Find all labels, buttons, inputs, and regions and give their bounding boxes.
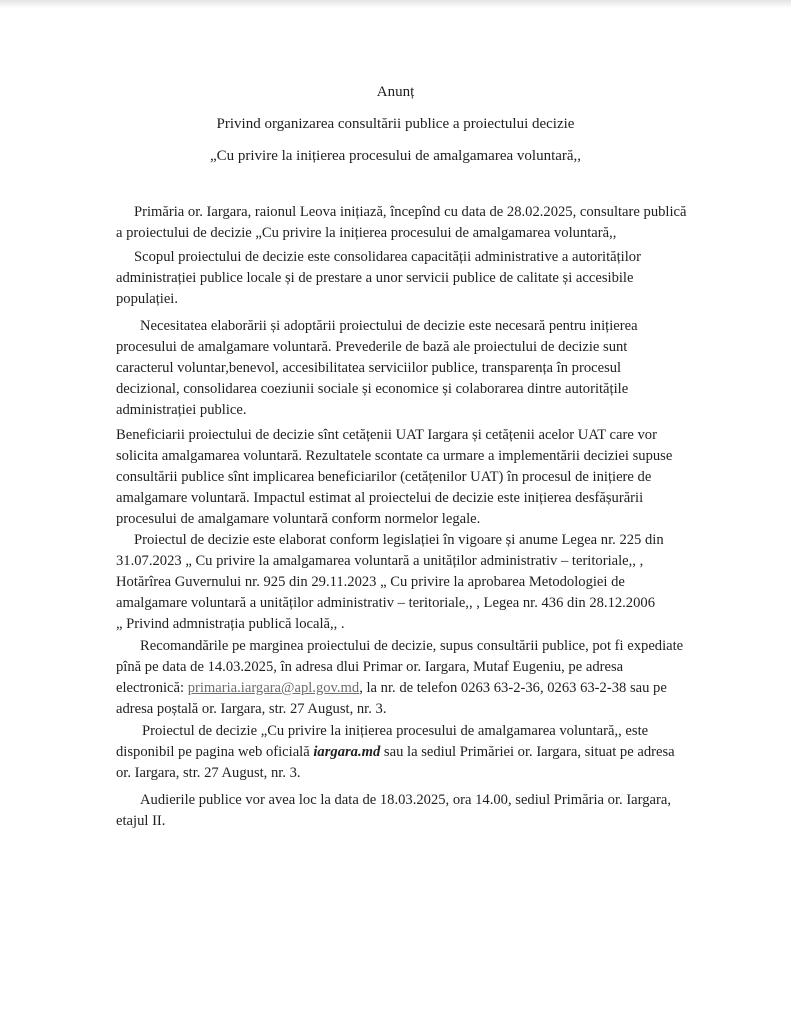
paragraph-beneficiaries (116, 425, 756, 530)
paragraph-scope (116, 247, 756, 310)
document-subtitle: Privind organizarea consultării publice a proiectului decizie (216, 116, 575, 132)
paragraph-line: „ Privind admnistrația publică locală,, . (116, 616, 345, 632)
paragraph-line: consultării publice sînt implicarea beneficiarilor (cetățenilor UAT) în procesul de inițiere de (116, 469, 652, 485)
project-title: „Cu privire la inițierea procesului de amalgamarea voluntară,, (209, 148, 582, 164)
paragraph-initiation (116, 202, 756, 244)
email-prefix: electronică: (116, 680, 188, 696)
paragraph-line: Necesitatea elaborării și adoptării proiectului de decizie este necesară pentru inițierea (140, 318, 638, 334)
paragraph-line: adresa poștală or. Iargara, str. 27 August, nr. 3. (116, 701, 387, 717)
paragraph-line (116, 742, 756, 763)
document-title: Anunț (376, 84, 415, 100)
paragraph-line: Audierile publice vor avea loc la data de 18.03.2025, ora 14.00, sediul Primăria or. Iargara, (140, 792, 672, 808)
paragraph-line: procesului de amalgamare voluntară conform normelor legale. (116, 511, 481, 527)
paragraph-line (116, 678, 756, 699)
paragraph-line: procesului de amalgamare voluntară. Prevederile de bază ale proiectului de decizie sunt (116, 339, 628, 355)
paragraph-availability (116, 721, 756, 784)
paragraph-line: Hotărîrea Guvernului nr. 925 din 29.11.2023 „ Cu privire la aprobarea Metodologiei de (116, 574, 625, 590)
paragraph-line: Scopul proiectului de decizie este consolidarea capacității administrative a autorităților (134, 249, 641, 265)
paragraph-line: caracterul voluntar,benevol, accesibilitatea serviciilor publice, transparența în procesul (116, 360, 622, 376)
email-link[interactable]: primaria.iargara@apl.gov.md (187, 680, 360, 696)
paragraph-line: amalgamare voluntară a unităților administrativ – teritoriale,, , Legea nr. 436 din 28.12.2006 (116, 595, 655, 611)
paragraph-line: 31.07.2023 „ Cu privire la amalgamarea voluntară a unităților administrativ – teritoriale,, , (116, 553, 644, 569)
paragraph-line: amalgamare voluntară. Impactul estimat al proiectelui de decizie este inițierea desfășurării (116, 490, 644, 506)
paragraph-hearings (116, 790, 756, 832)
paragraph-line: Proiectul de decizie „Cu privire la inițierea procesului de amalgamarea voluntară,, este (142, 723, 649, 739)
paragraph-line: Primăria or. Iargara, raionul Leova inițiază, începînd cu data de 28.02.2025, consultare publică (134, 204, 687, 220)
paragraph-line: Recomandările pe marginea proiectului de decizie, supus consultării publice, pot fi expediate (140, 638, 684, 654)
paragraph-line: decizional, consolidarea coeziunii sociale și economice și colaborarea dintre autoritățile (116, 381, 629, 397)
paragraph-line: administrației publice locale și de prestare a unor servicii publice de calitate și accesibile (116, 270, 634, 286)
paragraph-line: a proiectului de decizie „Cu privire la inițierea procesului de amalgamarea voluntară,, (116, 225, 617, 241)
paragraph-line: Proiectul de decizie este elaborat conform legislației în vigoare și anume Legea nr. 225 din (134, 532, 664, 548)
paragraph-line: or. Iargara, str. 27 August, nr. 3. (116, 765, 301, 781)
paragraph-line: administrației publice. (116, 402, 247, 418)
website-prefix: disponibil pe pagina web oficială (116, 744, 314, 760)
scan-edge-shadow (0, 0, 791, 8)
paragraph-line: etajul II. (116, 813, 166, 829)
paragraph-necessity (116, 316, 756, 421)
phone-text: , la nr. de telefon 0263 63-2-36, 0263 63-2-38 sau pe (359, 680, 667, 696)
paragraph-line: pînă pe data de 14.03.2025, în adresa dlui Primar or. Iargara, Mutaf Eugeniu, pe adresa (116, 659, 624, 675)
website-suffix: sau la sediul Primăriei or. Iargara, situat pe adresa (380, 744, 675, 760)
paragraph-legislation (116, 530, 756, 635)
paragraph-recommendations (116, 636, 756, 720)
website-link[interactable]: iargara.md (313, 744, 381, 760)
paragraph-line: solicita amalgamarea voluntară. Rezultatele scontate ca urmare a implementării deciziei supuse (116, 448, 673, 464)
paragraph-line: populației. (116, 291, 179, 307)
paragraph-line: Beneficiarii proiectului de decizie sînt cetățenii UAT Iargara și cetățenii acelor UAT care vor (116, 427, 657, 443)
